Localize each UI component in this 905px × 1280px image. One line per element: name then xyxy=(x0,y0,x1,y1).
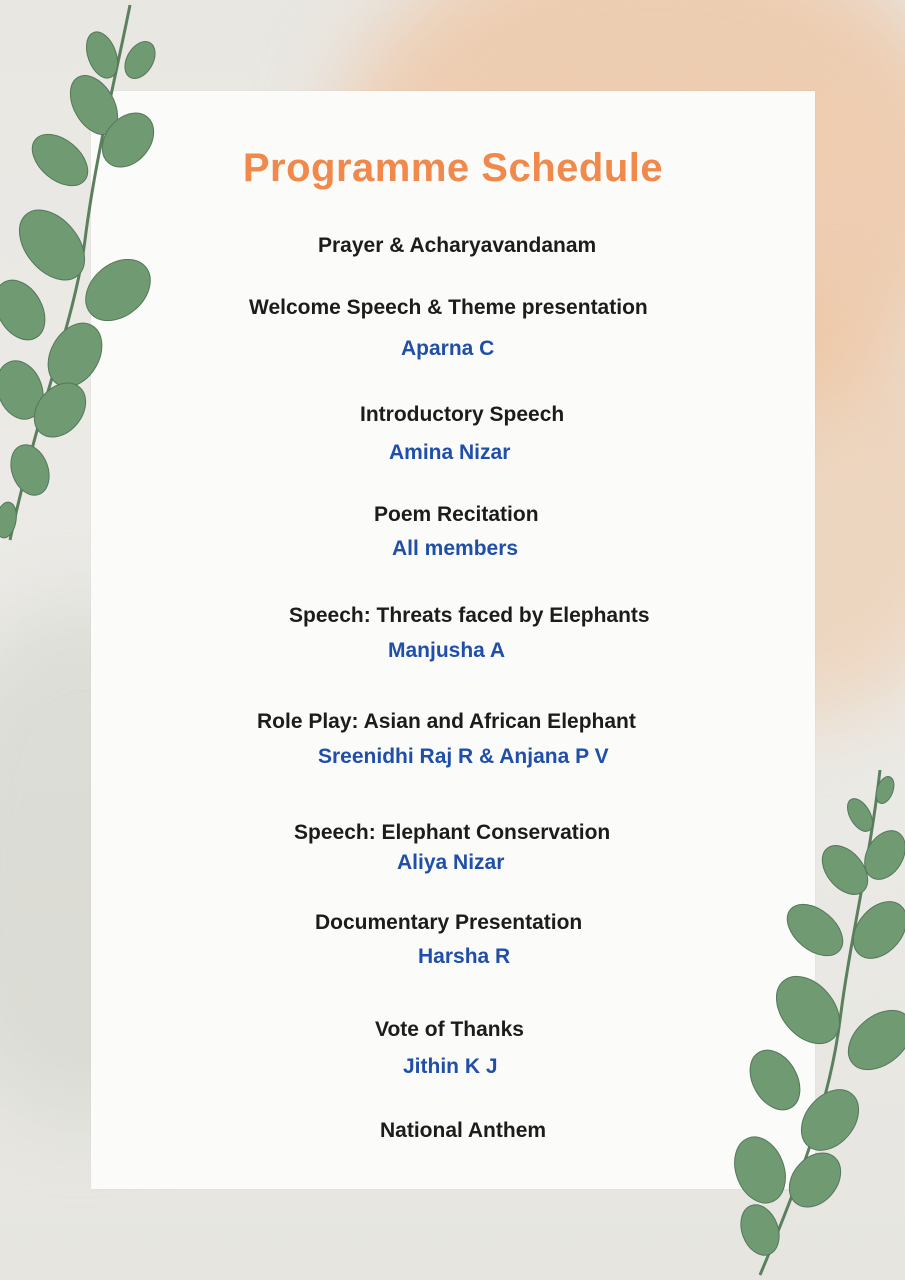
schedule-person-introductory: Amina Nizar xyxy=(389,441,511,464)
schedule-event-poem: Poem Recitation xyxy=(374,503,539,526)
schedule-person-welcome: Aparna C xyxy=(401,337,495,360)
schedule-person-vote-of-thanks: Jithin K J xyxy=(403,1055,498,1078)
schedule-person-poem: All members xyxy=(392,537,519,560)
schedule-event-role-play: Role Play: Asian and African Elephant xyxy=(257,710,636,733)
schedule-event-national-anthem: National Anthem xyxy=(380,1119,547,1142)
schedule-person-threats-speech: Manjusha A xyxy=(388,639,506,662)
schedule-person-conservation-speech: Aliya Nizar xyxy=(397,851,505,874)
schedule-event-vote-of-thanks: Vote of Thanks xyxy=(375,1018,524,1041)
eucalyptus-branch-icon xyxy=(720,760,905,1280)
schedule-event-prayer: Prayer & Acharyavandanam xyxy=(318,234,597,257)
schedule-event-conservation-speech: Speech: Elephant Conservation xyxy=(294,821,611,844)
schedule-event-introductory: Introductory Speech xyxy=(360,403,565,426)
page-title: Programme Schedule xyxy=(242,146,664,190)
schedule-person-role-play: Sreenidhi Raj R & Anjana P V xyxy=(318,745,609,768)
schedule-event-documentary: Documentary Presentation xyxy=(315,911,583,934)
eucalyptus-branch-icon xyxy=(0,0,170,560)
schedule-person-documentary: Harsha R xyxy=(418,945,511,968)
schedule-event-welcome: Welcome Speech & Theme presentation xyxy=(249,296,648,319)
schedule-event-threats-speech: Speech: Threats faced by Elephants xyxy=(289,604,650,627)
